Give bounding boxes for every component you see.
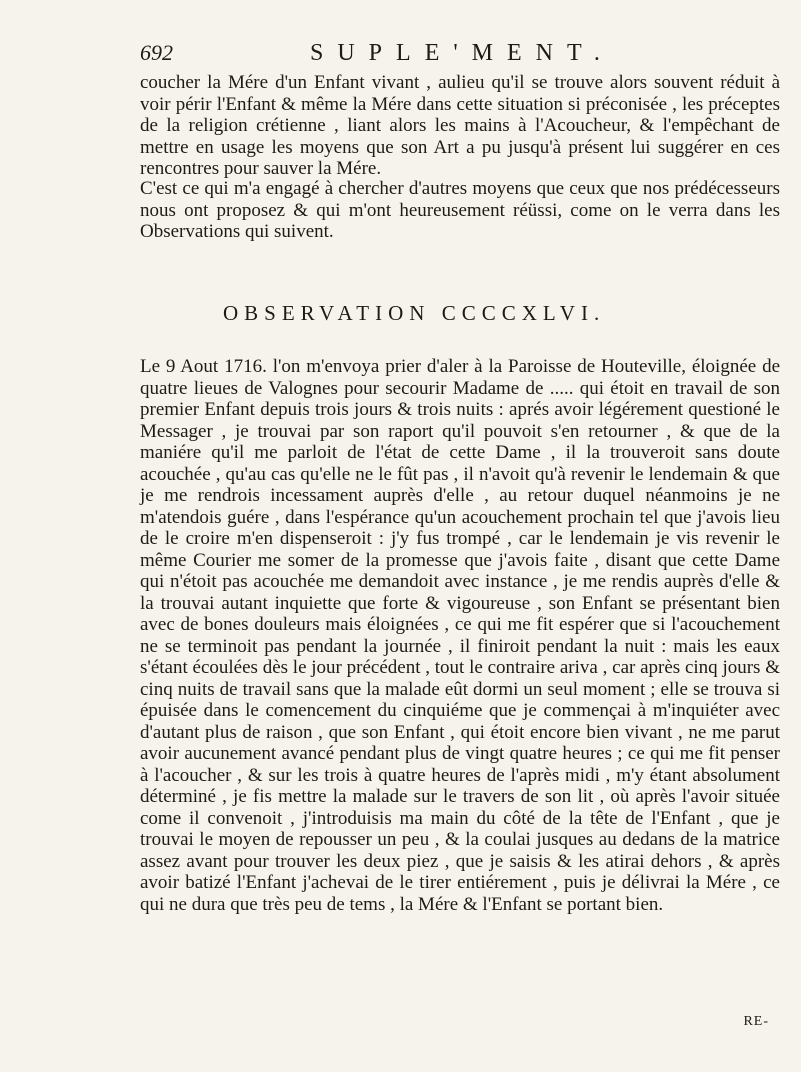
page-header	[140, 40, 780, 68]
intro-paragraph-2: C'est ce qui m'a engagé à chercher d'autres moyens que ceux que nos prédécesseurs nous ont proposez & qui m'ont heureusement réüssi, come on le verra dans les Observations qui suivent.	[140, 178, 780, 242]
page-number: 692	[140, 40, 173, 65]
intro-paragraph-1: coucher la Mére d'un Enfant vivant , aulieu qu'il se trouve alors souvent réduit à voir périr l'Enfant & même la Mére dans cette situation si préconisée , les préceptes de la religion crétienne , liant alors les mains à l'Acoucheur, & l'empêchant de mettre en usage les moyens que son Art a pu jusqu'à présent lui suggérer en ces rencontres pour sauver la Mére.	[140, 72, 780, 179]
running-title: SUPLE'MENT.	[310, 40, 614, 66]
observation-heading: OBSERVATION CCCCXLVI.	[223, 301, 606, 325]
observation-text: Le 9 Aout 1716. l'on m'envoya prier d'aler à la Paroisse de Houteville, éloignée de quatre lieues de Valognes pour secourir Madame de ..... qui étoit en travail de son premier Enfant depuis trois jours & trois nuits : aprés avoir légérement questioné le Messager , je trouvai par son raport qu'il pouvoit s'en retourner , & que de la maniére qu'il me parloit de l'état de cette Dame , il la trouveroit sans doute acouchée , qu'au cas qu'elle ne le fût pas , il n'avoit qu'à revenir le lendemain & que je me rendrois incessament auprès d'elle , au retour duquel néanmoins je ne m'atendois guére , dans l'espérance qu'un acouchement prochain tel que j'avois lieu de le croire m'en dispenseroit : j'y fus trompé , car le lendemain je vis revenir le même Courier me somer de la promesse que j'avois faite , disant que cette Dame qui n'étoit pas acouchée me demandoit avec instance , je me rendis auprès d'elle & la trouvai autant inquiette que forte & vigoureuse , son Enfant se présentant bien avec de bones douleurs mais éloignées , ce qui me fit espérer que si l'acouchement ne se terminoit pas pendant la journée , il finiroit pendant la nuit : mais les eaux s'étant écoulées dès le jour précédent , tout le contraire ariva , car après cinq jours & cinq nuits de travail sans que la malade eût dormi un seul moment ; elle se trouva si épuisée dans le comencement du cinquiéme que je commençai à m'inquiéter avec d'autant plus de raison , que son Enfant , qui étoit encore bien vivant , ne me parut avoir aucunement avancé pendant plus de vingt quatre heures ; ce qui me fit penser à l'acoucher , & sur les trois à quatre heures de l'après midi , m'y étant absolument déterminé , je fis mettre la malade sur le travers de son lit , où après l'avoir située come il convenoit , j'introduisis ma main du côté de la tête de l'Enfant , que je trouvai le moyen de repousser un peu , & la coulai jusques au dedans de la matrice assez avant pour trouver les deux piez , que je saisis & les atirai dehors , & après avoir batizé l'Enfant j'achevai de le tirer entiérement , puis je délivrai la Mére , ce qui ne dura que très peu de tems , la Mére & l'Enfant se portant bien.	[140, 356, 780, 915]
catchword: RE-	[743, 1014, 769, 1029]
